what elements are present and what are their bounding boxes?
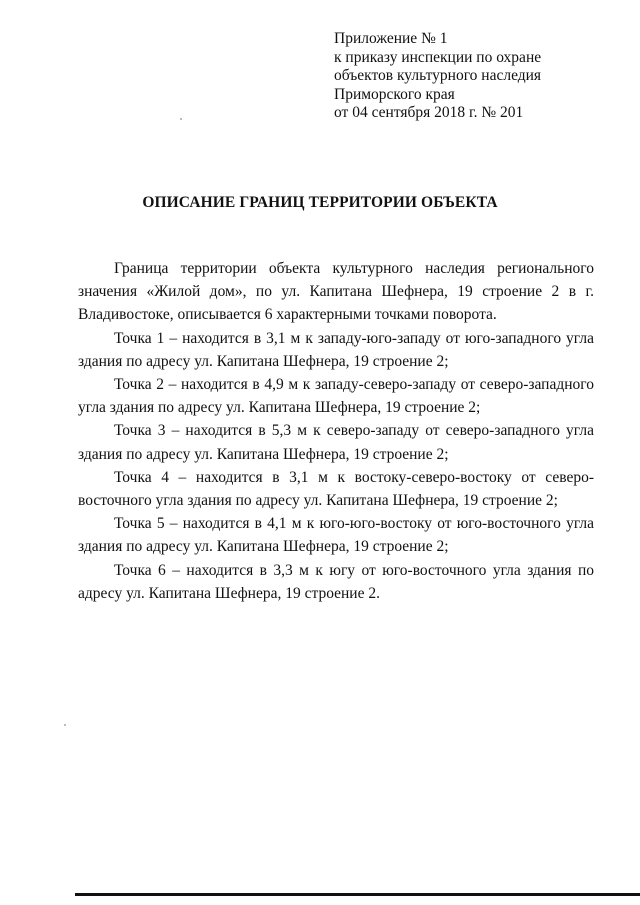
point-2-paragraph: Точка 2 – находится в 4,9 м к западу-северо-западу от северо-западного угла здания по адресу ул. Капитана Шефнера, 19 строение 2;: [78, 376, 594, 417]
scan-speck: [180, 118, 182, 120]
scan-bottom-edge: [75, 893, 640, 896]
intro-paragraph: Граница территории объекта культурного наследия регионального значения «Жилой дом», по ул. Капитана Шефнера, 19 строение 2 в г. Владивостоке, описывается 6 характерными точками поворота.: [78, 260, 594, 324]
point-4-paragraph: Точка 4 – находится в 3,1 м к востоку-северо-востоку от северо-восточного угла здания по адресу ул. Капитана Шефнера, 19 строение 2;: [78, 468, 594, 510]
header-line-order-date: от 04 сентября 2018 г. № 201: [334, 104, 524, 121]
point-5-paragraph: Точка 5 – находится в 4,1 м к юго-юго-востоку от юго-восточного угла здания по адресу ул. Капитана Шефнера, 19 строение 2;: [78, 515, 594, 556]
document-body: [78, 257, 594, 605]
document-title: ОПИСАНИЕ ГРАНИЦ ТЕРРИТОРИИ ОБЪЕКТА: [142, 194, 498, 211]
header-line-order-reference: к приказу инспекции по охране: [334, 48, 542, 66]
point-6-paragraph: Точка 6 – находится в 3,3 м к югу от юго-восточного угла здания по адресу ул. Капитана Шефнера, 19 строение 2.: [78, 561, 594, 602]
header-line-appendix-number: Приложение № 1: [334, 30, 448, 47]
header-line-region: Приморского края: [334, 85, 455, 103]
point-3-paragraph: Точка 3 – находится в 5,3 м к северо-западу от северо-западного угла здания по адресу ул. Капитана Шефнера, 19 строение 2;: [78, 422, 594, 463]
scan-speck: [64, 724, 66, 726]
header-line-heritage-objects: объектов культурного наследия: [334, 67, 542, 84]
appendix-header: [334, 30, 541, 123]
point-1-paragraph: Точка 1 – находится в 3,1 м к западу-юго-западу от юго-западного угла здания по адресу ул. Капитана Шефнера, 19 строение 2;: [78, 329, 594, 370]
